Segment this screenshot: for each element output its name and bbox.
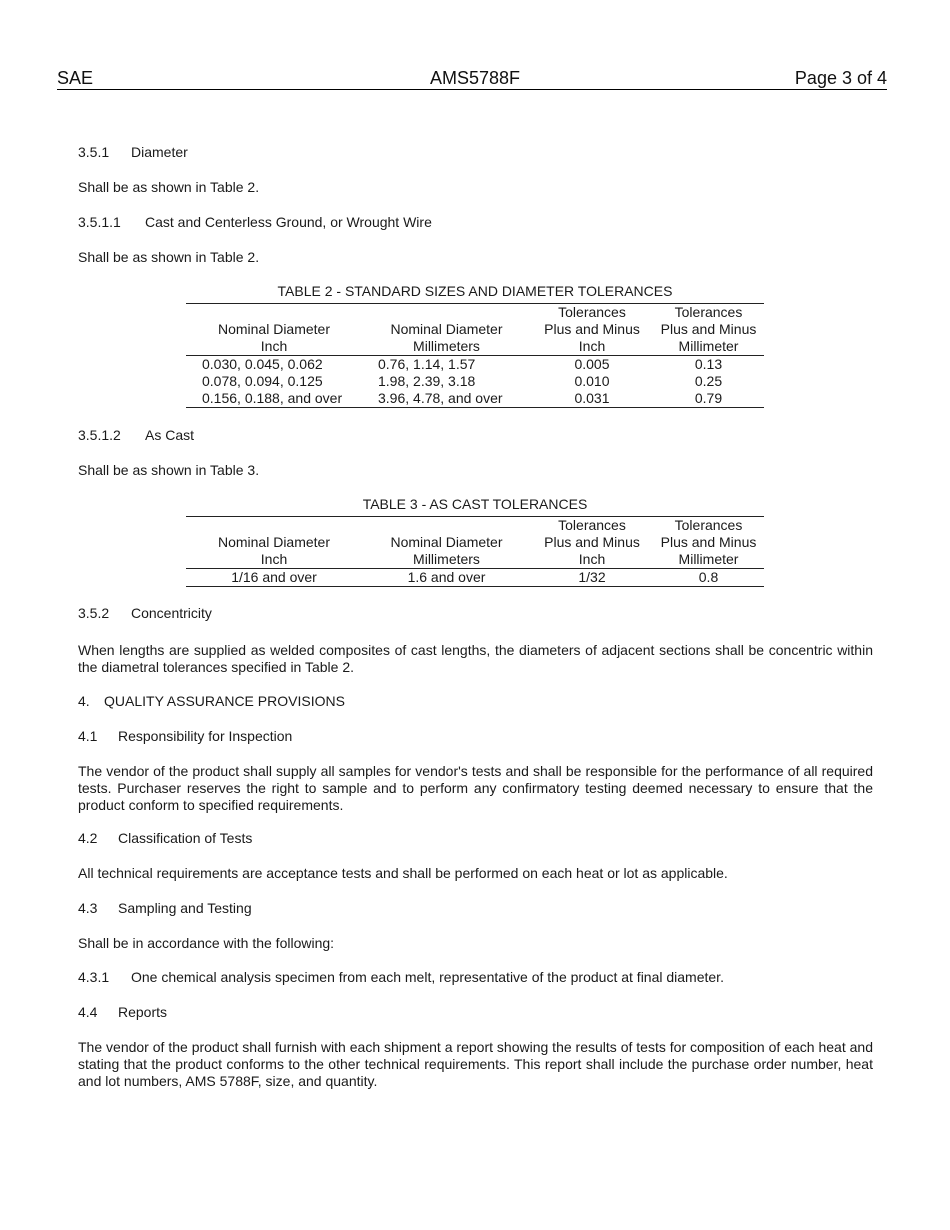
table-cell: 0.76, 1.14, 1.57 [378, 356, 476, 372]
section-heading-3-5-1-2 [78, 427, 195, 444]
table-cell: 0.25 [694, 373, 723, 389]
table-cell: 1.6 and over [362, 569, 531, 587]
column-header [186, 517, 362, 569]
column-header [531, 517, 653, 569]
section-title: One chemical analysis specimen from each melt, representative of the product at final diameter. [131, 969, 724, 985]
section-heading-3-5-2 [78, 605, 212, 622]
section-title: Classification of Tests [118, 830, 253, 846]
section-number: 4. [78, 693, 90, 709]
section-text-3-5-1-1: Shall be as shown in Table 2. [78, 249, 260, 265]
header-line: Inch [578, 338, 606, 354]
header-line: Plus and Minus [544, 321, 640, 337]
table-cell: 0.79 [653, 390, 764, 408]
section-title: Concentricity [131, 605, 212, 621]
header-line [186, 517, 362, 534]
section-number: 3.5.2 [78, 605, 110, 621]
column-header [653, 304, 764, 356]
section-number: 3.5.1.1 [78, 214, 121, 230]
section-number: 4.1 [78, 728, 98, 744]
section-heading-4-1 [78, 728, 293, 745]
section-heading-4-3 [78, 900, 252, 917]
header-line: Inch [260, 551, 288, 567]
section-title: Diameter [131, 144, 188, 160]
header-line: Millimeter [678, 551, 739, 567]
table-cell: 0.8 [653, 569, 764, 587]
section-heading-4 [78, 693, 345, 710]
table-cell: 0.030, 0.045, 0.062 [202, 356, 323, 372]
header-line: Tolerances [674, 304, 743, 320]
table-cell: 3.96, 4.78, and over [362, 390, 531, 408]
table-cell: 0.13 [694, 356, 723, 372]
table-2 [186, 303, 764, 408]
section-text-3-5-2: When lengths are supplied as welded composites of cast lengths, the diameters of adjacent sections shall be concentric within the diametral tolerances specified in Table 2. [78, 642, 873, 675]
section-number: 3.5.1.2 [78, 427, 121, 443]
table-cell: 1/32 [531, 569, 653, 587]
column-header [653, 517, 764, 569]
section-number: 4.3 [78, 900, 98, 916]
table-cell: 1/16 and over [186, 569, 362, 587]
section-number: 4.3.1 [78, 969, 110, 985]
section-heading-4-2 [78, 830, 253, 847]
table-row [186, 373, 764, 390]
table-cell: 0.156, 0.188, and over [186, 390, 362, 408]
section-title: Cast and Centerless Ground, or Wrought Wire [145, 214, 432, 230]
header-line: Plus and Minus [660, 534, 757, 550]
section-heading-4-4 [78, 1004, 168, 1021]
section-heading-3-5-1 [78, 144, 188, 161]
header-line: Tolerances [674, 517, 743, 533]
table-3 [186, 516, 764, 587]
column-header [186, 304, 362, 356]
header-line: Nominal Diameter [217, 534, 331, 550]
table-2-caption: TABLE 2 - STANDARD SIZES AND DIAMETER TOLERANCES [277, 283, 673, 299]
header-line: Millimeters [413, 551, 480, 567]
table-3-caption: TABLE 3 - AS CAST TOLERANCES [362, 496, 588, 512]
section-text-4-4: The vendor of the product shall furnish with each shipment a report showing the results of tests for composition of each heat and stating that the product conforms to the other technical requirements. This report shall include the purchase order number, heat and lot numbers, AMS 5788F, size, and quantity. [78, 1039, 873, 1089]
section-title: Sampling and Testing [118, 900, 252, 916]
table-cell: 0.010 [574, 373, 610, 389]
table-cell: 0.078, 0.094, 0.125 [202, 373, 323, 389]
header-line: Millimeter [678, 338, 739, 354]
header-page-number: Page 3 of 4 [794, 68, 887, 88]
section-number: 3.5.1 [78, 144, 110, 160]
section-title: Responsibility for Inspection [118, 728, 293, 744]
section-text-4-2: All technical requirements are acceptance tests and shall be performed on each heat or lot as applicable. [78, 865, 728, 881]
table-row [186, 356, 764, 374]
table-cell: 0.005 [574, 356, 610, 372]
header-line: Tolerances [558, 517, 626, 533]
header-org: SAE [57, 68, 94, 88]
header-line: Plus and Minus [544, 534, 640, 550]
header-line: Plus and Minus [660, 321, 757, 337]
header-line [186, 304, 362, 321]
header-line: Nominal Diameter [390, 534, 503, 550]
section-heading-4-3-1 [78, 969, 724, 986]
section-title: As Cast [145, 427, 195, 443]
header-line: Tolerances [558, 304, 626, 320]
column-header [362, 304, 531, 356]
section-text-4-3: Shall be in accordance with the following: [78, 935, 335, 951]
header-doc-number: AMS5788F [430, 68, 521, 88]
header-line: Inch [578, 551, 606, 567]
table-row [186, 390, 764, 408]
section-text-4-1: The vendor of the product shall supply all samples for vendor's tests and shall be responsible for the performance of all required tests. Purchaser reserves the right to sample and to perform any confirmatory testing deemed necessary to ensure that the product conform to specified requirements. [78, 763, 873, 813]
column-header [531, 304, 653, 356]
table-cell: 0.031 [531, 390, 653, 408]
header-line: Nominal Diameter [217, 321, 331, 337]
header-line: Nominal Diameter [390, 321, 503, 337]
section-heading-3-5-1-1 [78, 214, 432, 231]
header-line: Inch [260, 338, 288, 354]
section-title: Reports [118, 1004, 168, 1020]
column-header [362, 517, 531, 569]
section-title: QUALITY ASSURANCE PROVISIONS [104, 693, 345, 709]
section-text-3-5-1-2: Shall be as shown in Table 3. [78, 462, 260, 478]
table-cell: 1.98, 2.39, 3.18 [378, 373, 476, 389]
header-line [362, 304, 531, 321]
section-number: 4.4 [78, 1004, 98, 1020]
section-number: 4.2 [78, 830, 98, 846]
table-row [186, 569, 764, 587]
page-header [57, 67, 887, 90]
header-line [362, 517, 531, 534]
header-line: Millimeters [413, 338, 480, 354]
section-text-3-5-1: Shall be as shown in Table 2. [78, 179, 260, 195]
